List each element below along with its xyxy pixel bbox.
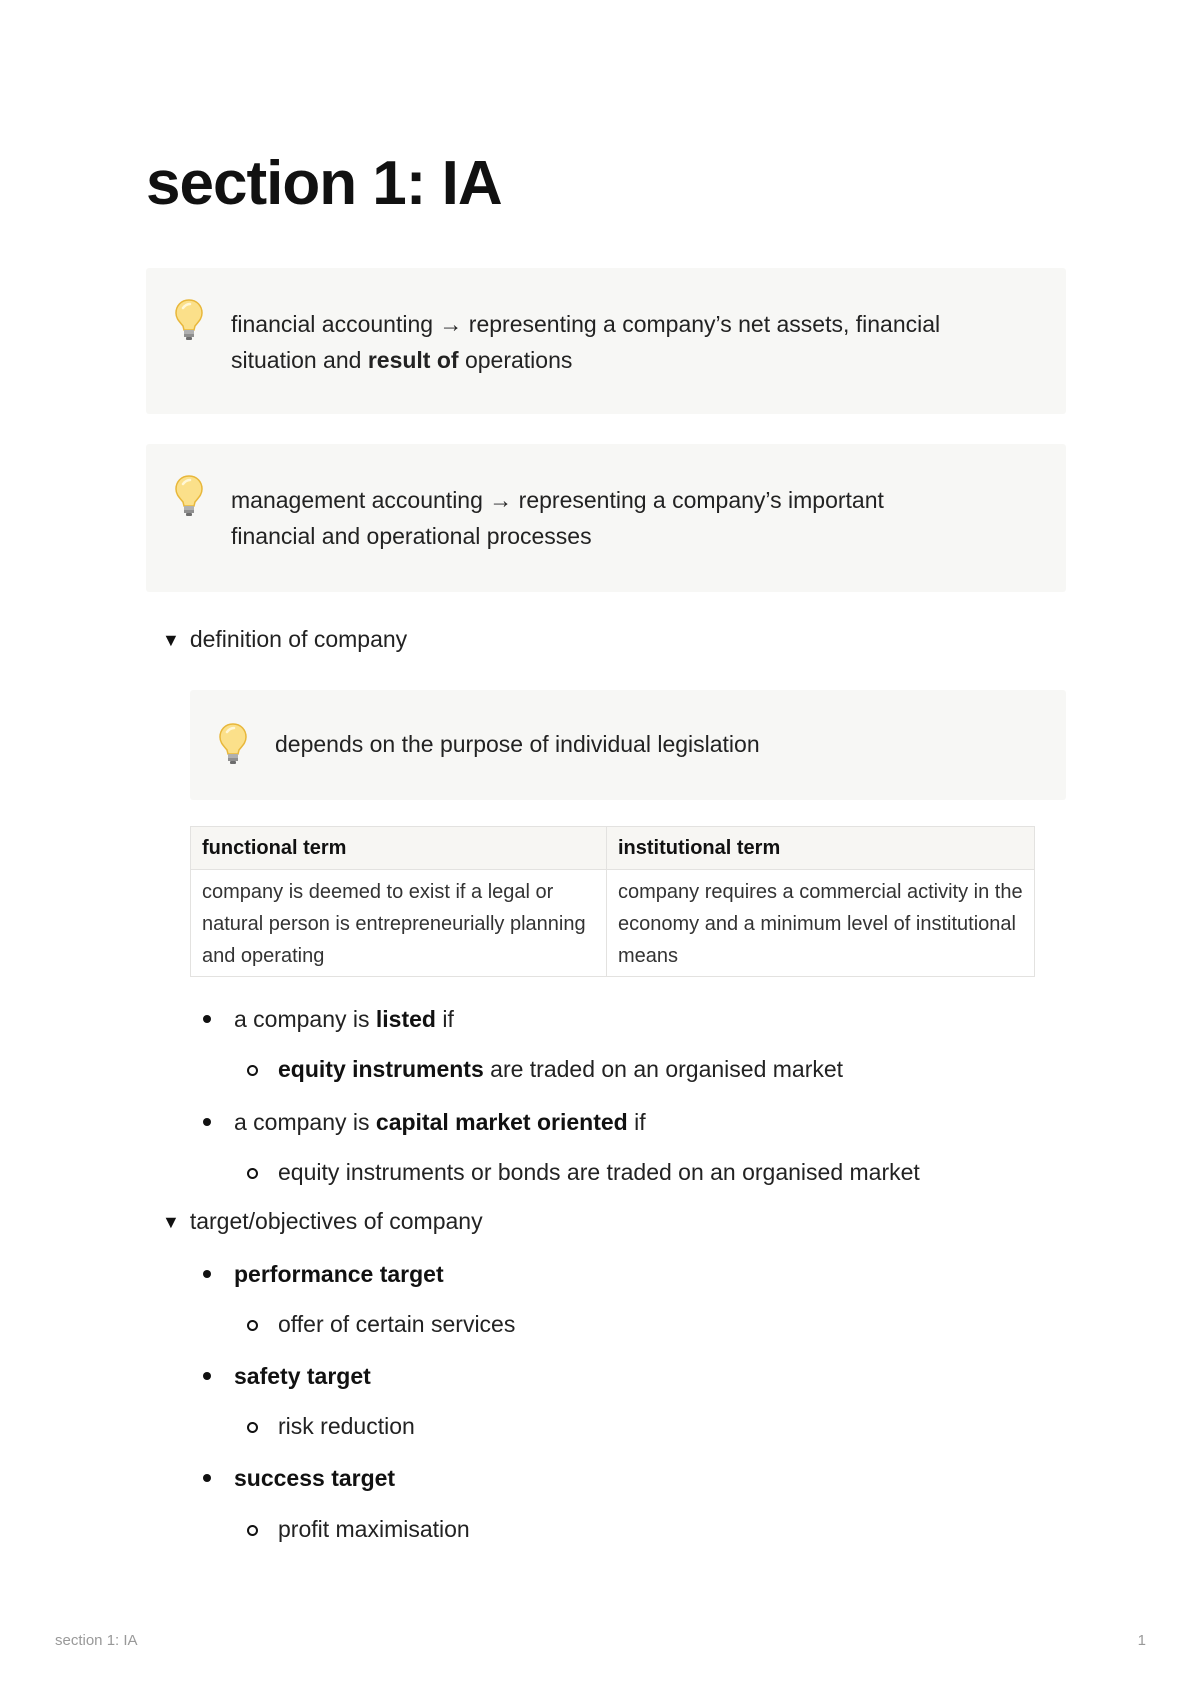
list-text: are traded on an organised market xyxy=(483,1056,844,1082)
list-text: offer of certain services xyxy=(278,1311,516,1337)
table-header-cell: institutional term xyxy=(607,827,1035,870)
lightbulb-icon xyxy=(174,298,204,342)
bullet-ring xyxy=(247,1320,258,1331)
callout-text: depends on the purpose of individual legislation xyxy=(275,731,760,757)
callout-text-bold: result of xyxy=(367,347,459,373)
callout-line-2 xyxy=(231,342,1051,378)
list-item-safety-target xyxy=(234,1361,371,1391)
toggle-label: target/objectives of company xyxy=(189,1208,483,1234)
bullet-dot xyxy=(203,1118,211,1126)
toggle-triangle-icon[interactable]: ▼ xyxy=(162,1212,180,1232)
list-text: profit maximisation xyxy=(278,1516,470,1542)
list-text-bold: equity instruments xyxy=(278,1056,484,1082)
sub-list-item xyxy=(278,1157,920,1187)
sub-list-item xyxy=(278,1054,843,1084)
callout-text xyxy=(231,482,1051,554)
list-item-performance-target xyxy=(234,1259,444,1289)
toggle-definition-of-company[interactable] xyxy=(162,624,407,655)
footer-page-number: 1 xyxy=(1137,1632,1146,1649)
callout-line-2: financial and operational processes xyxy=(231,523,592,549)
bullet-ring xyxy=(247,1525,258,1536)
lightbulb-icon xyxy=(218,722,248,766)
bullet-dot xyxy=(203,1015,211,1023)
sub-list-item xyxy=(278,1411,415,1441)
bullet-dot xyxy=(203,1474,211,1482)
list-text-bold: performance target xyxy=(234,1261,444,1287)
toggle-target-objectives[interactable] xyxy=(162,1206,483,1237)
list-text: a company is xyxy=(234,1109,376,1135)
terms-table xyxy=(190,826,1035,977)
lightbulb-icon xyxy=(174,474,204,518)
bullet-ring xyxy=(247,1065,258,1076)
footer-document-title: section 1: IA xyxy=(55,1632,138,1649)
bullet-ring xyxy=(247,1422,258,1433)
list-text: risk reduction xyxy=(278,1413,415,1439)
callout-legislation xyxy=(190,690,1066,800)
sub-list-item xyxy=(278,1309,515,1339)
table-header-cell: functional term xyxy=(191,827,607,870)
sub-list-item xyxy=(278,1514,470,1544)
callout-text xyxy=(231,306,1051,378)
list-text: if xyxy=(627,1109,646,1135)
callout-line-1: financial accounting → representing a company’s net assets, financial xyxy=(231,311,941,337)
callout-management-accounting xyxy=(146,444,1066,592)
list-item-success-target xyxy=(234,1463,395,1493)
list-text-bold: capital market oriented xyxy=(375,1109,628,1135)
table-cell: company requires a commercial activity in the economy and a minimum level of institutional means xyxy=(607,870,1035,977)
list-text-bold: listed xyxy=(375,1006,436,1032)
toggle-label: definition of company xyxy=(189,626,408,652)
callout-text-plain: operations xyxy=(458,347,573,373)
callout-financial-accounting xyxy=(146,268,1066,414)
page-title: section 1: IA xyxy=(146,149,502,218)
list-item-listed xyxy=(234,1004,454,1034)
list-text-bold: success target xyxy=(234,1465,396,1491)
list-text: if xyxy=(435,1006,454,1032)
toggle-triangle-icon[interactable]: ▼ xyxy=(162,630,180,650)
callout-text-plain: situation and xyxy=(231,347,368,373)
list-text: a company is xyxy=(234,1006,376,1032)
bullet-dot xyxy=(203,1372,211,1380)
bullet-dot xyxy=(203,1270,211,1278)
table-header-row xyxy=(191,827,1035,870)
table-cell: company is deemed to exist if a legal or natural person is entrepreneurially planning and operating xyxy=(191,870,607,977)
list-text: equity instruments or bonds are traded on an organised market xyxy=(278,1159,920,1185)
callout-line-1: management accounting → representing a company’s important xyxy=(231,487,884,513)
list-text-bold: safety target xyxy=(234,1363,371,1389)
bullet-ring xyxy=(247,1168,258,1179)
table-row xyxy=(191,870,1035,977)
list-item-capital-market xyxy=(234,1107,646,1137)
